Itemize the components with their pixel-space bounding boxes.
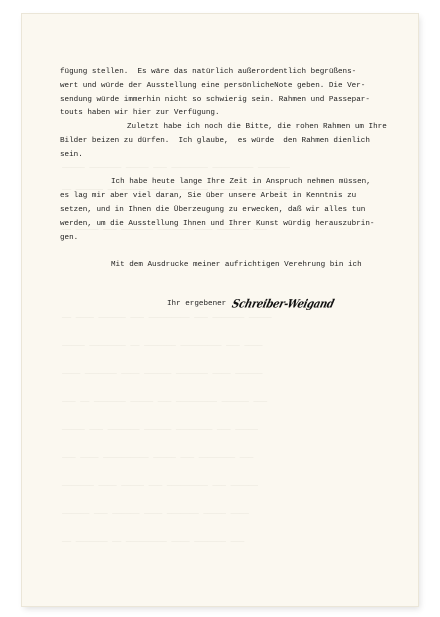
bleed-through-line: ———— ——— ————————— ——————— —— ———————— ————— [62,342,263,350]
text-line: werden, um die Ausstellung Ihnen und Ihrer Kunst würdig herauszubrin- [60,219,375,228]
text-line: Ich habe heute lange Ihre Zeit in Anspruch nehmen müssen, [111,178,371,187]
paragraph-gap [60,273,400,287]
bleed-through-line: —— ———————— ————— ———————— ———— ————— —— —————— —— [62,186,290,194]
bleed-through-line: ————— ——— ———————— —————— ——————— ——— ————— [62,426,258,434]
bleed-through-line: ———— ————— ——————— ———— —————— ——— —————— [62,510,249,518]
closing-row [60,295,400,315]
bleed-through-line: ————— ——————— ——— ————————— ——— —————— ———— —— [62,314,272,322]
letter-sheet [22,14,418,606]
paragraph-2 [60,121,400,162]
bleed-through-line: ——— —————— ————————— ——— ————— ——————— —— ——— [62,398,268,406]
bleed-through-line: ——————— ————————— ———————— ——— ————— ——————— ————— [62,164,290,172]
text-line: sein. [60,150,83,159]
closing-phrase: Ihr ergebener [167,299,227,308]
paragraph-gap [60,163,400,177]
text-line: Mit dem Ausdrucke meiner aufrichtigen Verehrung bin ich [111,261,362,270]
text-line: wert und würde der Ausstellung eine persönlicheNote geben. Die Ver- [60,81,366,90]
text-line: gen. [60,233,79,242]
paragraph-gap [60,245,400,259]
paragraph-3 [60,176,400,245]
text-line: touts haben wir hier zur Verfügung. [60,109,220,118]
text-line: sendung würde immerhin nicht so schwierig sein. Rahmen und Passepar- [60,95,370,104]
bleed-through-line: ——— ——————— ———— ——————— ——————— ——— ————— —— [62,226,268,234]
handwritten-signature: Schreiber-Weigand [230,297,336,311]
text-line: Zuletzt habe ich noch die Bitte, die rohen Rahmen um Ihre [127,123,387,132]
letter-body [60,66,400,315]
text-line: es lag mir aber viel daran, Sie über unsere Arbeit in Kenntnis zu [60,192,357,201]
text-line: setzen, und in Ihnen die Überzeugung zu erwecken, daß wir alles tun [60,205,366,214]
bleed-through-line: ——— ———————— ——— ————— —————————— ———— ——— [62,454,254,462]
text-line: fügung stellen. Es wäre das natürlich außerordentlich begrüßens- [60,68,357,76]
bleed-through-line: ——— ——————— ———— ————————— —— ——————— —— [62,538,245,546]
paragraph-4 [60,259,400,273]
bleed-through-line: —————— ——— ————————— ——— ————— ———— ——————— [62,482,258,490]
paragraph-1 [60,66,400,121]
text-line: Bilder beizen zu dürfen. Ich glaube, es würde den Rahmen dienlich [60,136,370,145]
bleed-through-line: —————— ———— ——————— —————— ———— ——————— ———— [62,370,263,378]
